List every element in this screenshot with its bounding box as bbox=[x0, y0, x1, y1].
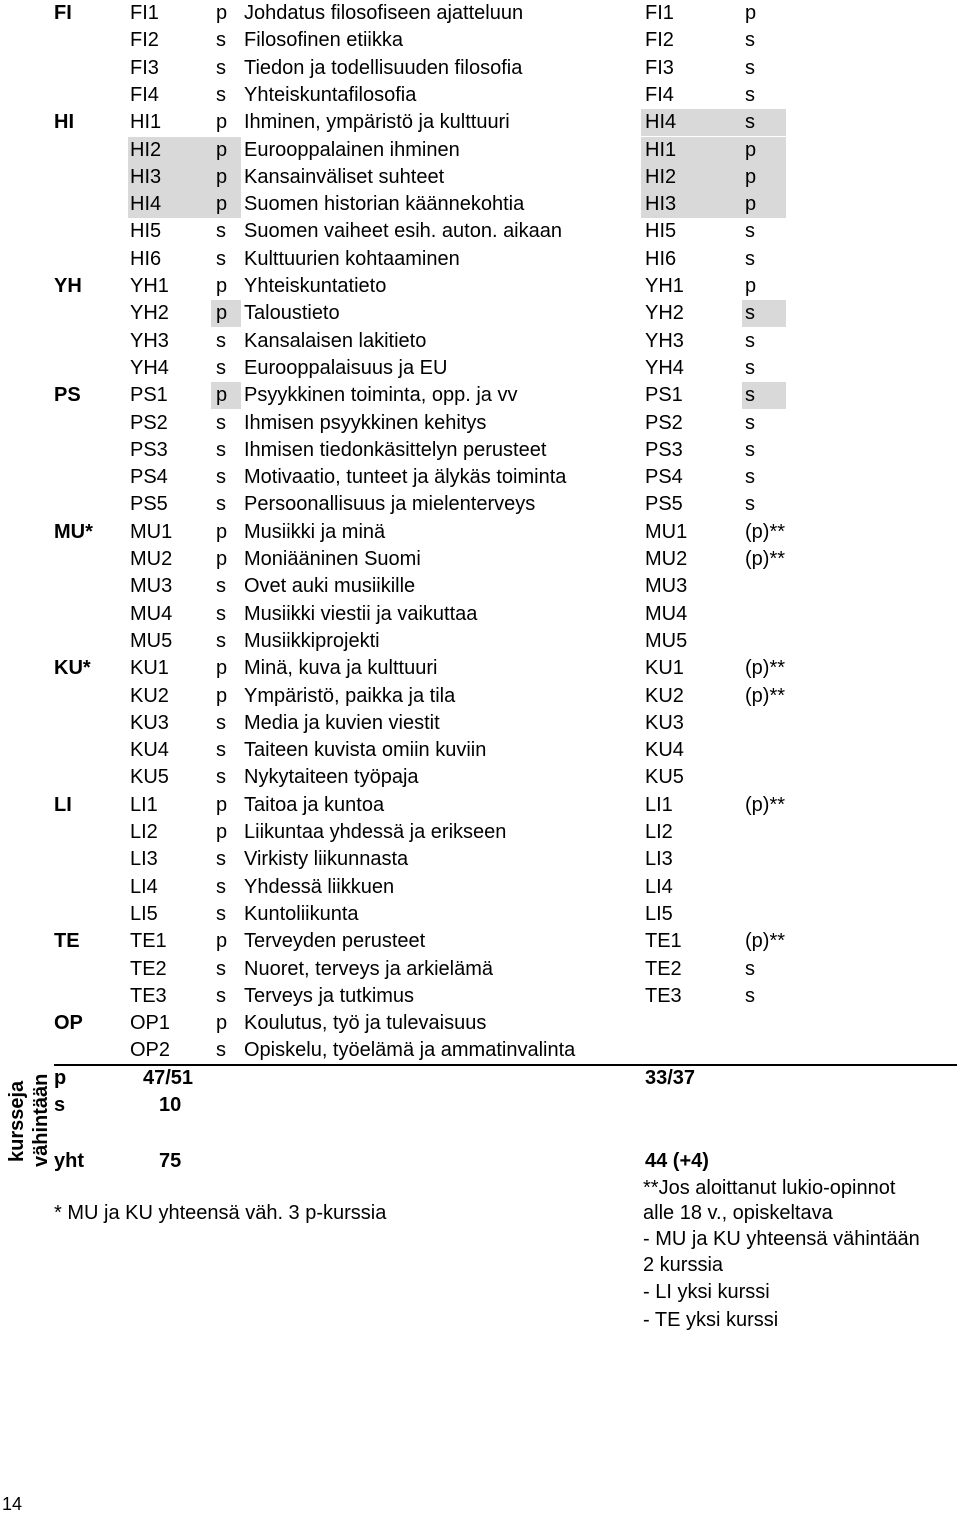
summary-p-label: p bbox=[54, 1067, 67, 1089]
course-type: p bbox=[211, 164, 241, 191]
course-code-alt: KU3 bbox=[645, 711, 684, 734]
course-code-alt: LI3 bbox=[645, 848, 673, 871]
course-name: Ovet auki musiikille bbox=[244, 575, 416, 598]
course-code: FI3 bbox=[130, 56, 159, 79]
course-type-alt: p bbox=[742, 164, 786, 191]
course-code-alt: HI3 bbox=[641, 191, 742, 218]
course-type: s bbox=[216, 356, 226, 379]
course-type-alt: s bbox=[745, 984, 755, 1007]
course-type: s bbox=[216, 875, 226, 898]
table-row bbox=[0, 464, 960, 491]
course-code-alt: HI2 bbox=[641, 164, 742, 191]
course-name: Minä, kuva ja kulttuuri bbox=[244, 657, 438, 680]
table-row bbox=[0, 956, 960, 983]
course-type-alt bbox=[742, 901, 786, 928]
course-code-alt: MU2 bbox=[645, 548, 688, 570]
course-name: Taitoa ja kuntoa bbox=[244, 793, 385, 816]
course-type-alt: (p)** bbox=[745, 657, 786, 680]
course-type-alt bbox=[742, 737, 786, 764]
course-code: PS2 bbox=[130, 411, 168, 434]
table-row bbox=[0, 191, 960, 218]
course-name: Taiteen kuvista omiin kuviin bbox=[244, 739, 487, 762]
course-type: p bbox=[216, 930, 228, 953]
course-name: Terveyden perusteet bbox=[244, 930, 426, 953]
course-code: LI3 bbox=[130, 848, 158, 871]
course-type-alt: s bbox=[745, 957, 755, 980]
course-code-alt: YH2 bbox=[645, 302, 684, 325]
course-name: Musiikki ja minä bbox=[244, 520, 386, 543]
course-code-alt: TE3 bbox=[645, 984, 682, 1007]
course-code: YH1 bbox=[130, 275, 169, 297]
course-name: Ympäristö, paikka ja tila bbox=[244, 684, 456, 707]
course-type: p bbox=[216, 275, 228, 297]
side-label-vahintaan: vähintään bbox=[30, 1073, 52, 1167]
course-name: Opiskelu, työelämä ja ammatinvalinta bbox=[244, 1039, 576, 1062]
course-type-alt: s bbox=[742, 382, 786, 409]
table-row bbox=[0, 55, 960, 82]
footnote-line: - TE yksi kurssi bbox=[643, 1309, 779, 1331]
course-type-alt: s bbox=[745, 220, 755, 243]
subject-label: YH bbox=[54, 275, 82, 297]
course-type: s bbox=[216, 902, 226, 925]
course-name: Ihminen, ympäristö ja kulttuuri bbox=[244, 111, 510, 134]
table-row bbox=[0, 737, 960, 764]
course-code-alt: HI6 bbox=[645, 247, 677, 270]
table-row bbox=[0, 273, 960, 300]
table-row bbox=[0, 410, 960, 437]
course-type-alt: s bbox=[742, 300, 786, 327]
course-name: Yhteiskuntatieto bbox=[244, 275, 387, 297]
course-code: HI5 bbox=[130, 220, 162, 243]
course-code: FI1 bbox=[130, 2, 159, 24]
course-name: Musiikkiprojekti bbox=[244, 629, 380, 652]
course-code: OP1 bbox=[130, 1012, 171, 1035]
course-type-alt bbox=[742, 764, 786, 791]
course-type-alt: (p)** bbox=[745, 548, 786, 570]
course-type-alt: s bbox=[745, 356, 755, 379]
course-code: PS5 bbox=[130, 493, 168, 516]
subject-label: TE bbox=[54, 930, 80, 953]
course-code-alt: YH4 bbox=[645, 356, 684, 379]
course-code-alt: MU5 bbox=[645, 629, 688, 652]
course-name: Eurooppalaisuus ja EU bbox=[244, 356, 448, 379]
course-name: Nykytaiteen työpaja bbox=[244, 766, 419, 789]
course-code-alt: PS1 bbox=[645, 384, 683, 407]
course-name: Motivaatio, tunteet ja älykäs toiminta bbox=[244, 466, 567, 489]
table-row bbox=[0, 382, 960, 409]
course-code: KU3 bbox=[130, 711, 169, 734]
subject-label: OP bbox=[54, 1012, 83, 1035]
table-row bbox=[0, 1010, 960, 1037]
subject-label: FI bbox=[54, 2, 72, 24]
table-row bbox=[0, 1037, 960, 1064]
course-name: Moniääninen Suomi bbox=[244, 548, 421, 570]
course-type: s bbox=[216, 766, 226, 789]
course-type-alt: p bbox=[745, 2, 757, 24]
course-type: p bbox=[216, 548, 228, 570]
course-type-alt: s bbox=[745, 466, 755, 489]
course-code: PS4 bbox=[130, 466, 168, 489]
course-code-alt: YH3 bbox=[645, 329, 684, 352]
course-type-alt bbox=[742, 601, 786, 628]
course-type: p bbox=[216, 1012, 228, 1035]
course-code-alt: FI1 bbox=[645, 2, 674, 24]
course-type: s bbox=[216, 957, 226, 980]
course-type-alt: (p)** bbox=[745, 930, 786, 953]
course-name: Nuoret, terveys ja arkielämä bbox=[244, 957, 493, 980]
subject-label: MU* bbox=[54, 520, 93, 543]
course-code-alt: FI2 bbox=[645, 29, 674, 52]
course-type: p bbox=[216, 111, 228, 134]
course-type-alt: p bbox=[742, 191, 786, 218]
course-code: FI4 bbox=[130, 83, 159, 106]
course-name: Johdatus filosofiseen ajatteluun bbox=[244, 2, 524, 24]
table-row bbox=[0, 683, 960, 710]
course-type: s bbox=[216, 29, 226, 52]
subject-label: KU* bbox=[54, 657, 91, 680]
course-type: p bbox=[216, 821, 228, 843]
course-name: Ihmisen tiedonkäsittelyn perusteet bbox=[244, 438, 547, 461]
table-row bbox=[0, 137, 960, 164]
table-row bbox=[0, 874, 960, 901]
table-row bbox=[0, 164, 960, 191]
course-code-alt: KU4 bbox=[645, 739, 684, 762]
course-type: p bbox=[216, 520, 228, 543]
course-code-alt: MU1 bbox=[645, 520, 688, 543]
table-row bbox=[0, 218, 960, 245]
table-row bbox=[0, 601, 960, 628]
table-row bbox=[0, 109, 960, 136]
table-row bbox=[0, 0, 960, 27]
course-name: Filosofinen etiikka bbox=[244, 29, 403, 52]
course-code: TE3 bbox=[130, 984, 167, 1007]
course-type-alt: p bbox=[742, 137, 786, 164]
table-row bbox=[0, 437, 960, 464]
course-code: LI4 bbox=[130, 875, 158, 898]
course-name: Virkisty liikunnasta bbox=[244, 848, 409, 871]
table-row bbox=[0, 901, 960, 928]
course-type: s bbox=[216, 56, 226, 79]
course-name: Yhteiskuntafilosofia bbox=[244, 83, 417, 106]
course-code: MU4 bbox=[130, 602, 173, 625]
course-type: p bbox=[216, 793, 228, 816]
course-type-alt bbox=[742, 1037, 786, 1064]
course-code-alt: KU5 bbox=[645, 766, 684, 789]
table-row bbox=[0, 300, 960, 327]
summary-total-value-alt: 44 (+4) bbox=[645, 1150, 709, 1172]
course-type-alt bbox=[742, 710, 786, 737]
table-row bbox=[0, 355, 960, 382]
course-code: HI6 bbox=[130, 247, 162, 270]
course-type: p bbox=[211, 382, 241, 409]
course-code-alt: PS5 bbox=[645, 493, 683, 516]
course-type: s bbox=[216, 466, 226, 489]
course-code-alt: LI5 bbox=[645, 902, 673, 925]
course-code: KU2 bbox=[130, 684, 169, 707]
course-type-alt: (p)** bbox=[745, 793, 786, 816]
course-type-alt bbox=[742, 874, 786, 901]
course-code-alt: HI5 bbox=[645, 220, 677, 243]
table-row bbox=[0, 546, 960, 573]
summary-p-value-alt: 33/37 bbox=[645, 1067, 696, 1089]
course-type-alt: s bbox=[745, 29, 755, 52]
course-type: p bbox=[216, 657, 228, 680]
table-row bbox=[0, 983, 960, 1010]
course-type: s bbox=[216, 575, 226, 598]
course-name: Terveys ja tutkimus bbox=[244, 984, 415, 1007]
table-row bbox=[0, 819, 960, 846]
course-code-alt: LI2 bbox=[645, 821, 673, 843]
course-type: p bbox=[216, 2, 228, 24]
course-code-alt: PS3 bbox=[645, 438, 683, 461]
course-code: HI1 bbox=[130, 111, 162, 134]
course-name: Ihmisen psyykkinen kehitys bbox=[244, 411, 487, 434]
course-name: Taloustieto bbox=[244, 302, 340, 325]
course-type: s bbox=[216, 984, 226, 1007]
footnote-line: 2 kurssia bbox=[643, 1254, 724, 1276]
course-type: s bbox=[216, 411, 226, 434]
subject-label: HI bbox=[54, 111, 74, 134]
course-type-alt: s bbox=[745, 56, 755, 79]
subject-label: LI bbox=[54, 793, 72, 816]
summary-p-value: 47/51 bbox=[143, 1067, 194, 1089]
table-row bbox=[0, 328, 960, 355]
course-type: p bbox=[211, 191, 241, 218]
course-type: s bbox=[216, 711, 226, 734]
table-row bbox=[0, 519, 960, 546]
course-name: Suomen historian käännekohtia bbox=[244, 193, 525, 216]
course-type-alt: s bbox=[745, 83, 755, 106]
course-code-alt: PS2 bbox=[645, 411, 683, 434]
table-row bbox=[0, 846, 960, 873]
course-type: s bbox=[216, 438, 226, 461]
course-type-alt: p bbox=[745, 275, 757, 297]
course-type-alt bbox=[742, 628, 786, 655]
course-code-alt: KU2 bbox=[645, 684, 684, 707]
course-code-alt: HI1 bbox=[641, 137, 742, 164]
summary-s-label: s bbox=[54, 1094, 66, 1116]
course-code-alt: YH1 bbox=[645, 275, 684, 297]
course-type: s bbox=[216, 493, 226, 516]
course-code: OP2 bbox=[130, 1039, 171, 1062]
course-code-alt: MU4 bbox=[645, 602, 688, 625]
course-code: MU5 bbox=[130, 629, 173, 652]
table-row bbox=[0, 628, 960, 655]
course-name: Persoonallisuus ja mielenterveys bbox=[244, 493, 536, 516]
table-row bbox=[0, 792, 960, 819]
course-type: s bbox=[216, 329, 226, 352]
course-code: PS1 bbox=[130, 384, 168, 407]
course-code: FI2 bbox=[130, 29, 159, 52]
course-type: p bbox=[216, 684, 228, 707]
course-type-alt bbox=[742, 1010, 786, 1037]
table-row bbox=[0, 491, 960, 518]
course-code-alt bbox=[641, 1010, 742, 1037]
course-type: s bbox=[216, 848, 226, 871]
summary-total-value: 75 bbox=[159, 1150, 182, 1172]
course-code-alt: TE2 bbox=[645, 957, 682, 980]
course-type-alt: s bbox=[745, 329, 755, 352]
course-name: Liikuntaa yhdessä ja erikseen bbox=[244, 821, 507, 843]
course-code: MU1 bbox=[130, 520, 173, 543]
course-type: p bbox=[211, 137, 241, 164]
course-type-alt bbox=[742, 846, 786, 873]
course-name: Eurooppalainen ihminen bbox=[244, 138, 460, 161]
course-name: Kansainväliset suhteet bbox=[244, 165, 445, 188]
course-name: Kuntoliikunta bbox=[244, 902, 359, 925]
table-row bbox=[0, 710, 960, 737]
course-code: HI4 bbox=[128, 191, 211, 218]
course-type: s bbox=[216, 739, 226, 762]
course-type-alt: s bbox=[745, 493, 755, 516]
course-code: YH3 bbox=[130, 329, 169, 352]
course-code: MU3 bbox=[130, 575, 173, 598]
footnote-line: - MU ja KU yhteensä vähintään bbox=[643, 1228, 920, 1250]
footnote-line: **Jos aloittanut lukio-opinnot bbox=[643, 1177, 896, 1199]
subject-label: PS bbox=[54, 384, 81, 407]
course-name: Yhdessä liikkuen bbox=[244, 875, 395, 898]
course-code-alt: FI4 bbox=[645, 83, 674, 106]
summary-total-label: yht bbox=[54, 1150, 84, 1172]
course-code-alt: HI4 bbox=[641, 109, 742, 136]
course-code: PS3 bbox=[130, 438, 168, 461]
course-type: s bbox=[216, 602, 226, 625]
table-row bbox=[0, 246, 960, 273]
course-code: HI2 bbox=[128, 137, 211, 164]
course-type: s bbox=[216, 220, 226, 243]
course-code-alt: FI3 bbox=[645, 56, 674, 79]
course-name: Musiikki viestii ja vaikuttaa bbox=[244, 602, 478, 625]
course-code: KU4 bbox=[130, 739, 169, 762]
footnote-line: - LI yksi kurssi bbox=[643, 1281, 770, 1303]
course-code: TE1 bbox=[130, 930, 167, 953]
course-type-alt: s bbox=[745, 247, 755, 270]
footnote-mu-ku: * MU ja KU yhteensä väh. 3 p-kurssia bbox=[54, 1202, 387, 1224]
course-code: TE2 bbox=[130, 957, 167, 980]
table-row bbox=[0, 928, 960, 955]
course-name: Tiedon ja todellisuuden filosofia bbox=[244, 56, 523, 79]
course-type: s bbox=[216, 1039, 226, 1062]
course-code: HI3 bbox=[128, 164, 211, 191]
course-code-alt: TE1 bbox=[645, 930, 682, 953]
course-code-alt: LI4 bbox=[645, 875, 673, 898]
course-type: p bbox=[211, 300, 241, 327]
table-row bbox=[0, 764, 960, 791]
course-code-alt bbox=[641, 1037, 742, 1064]
course-type-alt: s bbox=[745, 411, 755, 434]
course-code: YH2 bbox=[130, 302, 169, 325]
course-code: LI1 bbox=[130, 793, 158, 816]
course-type-alt: (p)** bbox=[745, 684, 786, 707]
course-type: s bbox=[216, 83, 226, 106]
course-type-alt: (p)** bbox=[745, 520, 786, 543]
course-code-alt: KU1 bbox=[645, 657, 684, 680]
course-name: Kansalaisen lakitieto bbox=[244, 329, 427, 352]
course-type-alt: s bbox=[745, 438, 755, 461]
course-name: Media ja kuvien viestit bbox=[244, 711, 440, 734]
table-row bbox=[0, 655, 960, 682]
course-name: Suomen vaiheet esih. auton. aikaan bbox=[244, 220, 562, 243]
footnote-line: alle 18 v., opiskeltava bbox=[643, 1202, 833, 1224]
side-label-kursseja: kursseja bbox=[6, 1080, 28, 1162]
course-code-alt: PS4 bbox=[645, 466, 683, 489]
course-code: MU2 bbox=[130, 548, 173, 570]
summary-s-value: 10 bbox=[159, 1094, 182, 1116]
table-row bbox=[0, 573, 960, 600]
table-row bbox=[0, 82, 960, 109]
course-name: Psyykkinen toiminta, opp. ja vv bbox=[244, 384, 518, 407]
course-code: LI5 bbox=[130, 902, 158, 925]
course-code: KU1 bbox=[130, 657, 169, 680]
course-code: LI2 bbox=[130, 821, 158, 843]
course-type-alt bbox=[742, 573, 786, 600]
course-type-alt bbox=[742, 819, 786, 846]
course-type: s bbox=[216, 629, 226, 652]
course-code-alt: MU3 bbox=[645, 575, 688, 598]
course-code-alt: LI1 bbox=[645, 793, 673, 816]
course-code: KU5 bbox=[130, 766, 169, 789]
course-type: s bbox=[216, 247, 226, 270]
table-row bbox=[0, 27, 960, 54]
page-number: 14 bbox=[2, 1494, 23, 1514]
course-code: YH4 bbox=[130, 356, 169, 379]
course-name: Koulutus, työ ja tulevaisuus bbox=[244, 1012, 487, 1035]
course-name: Kulttuurien kohtaaminen bbox=[244, 247, 460, 270]
course-type-alt: s bbox=[742, 109, 786, 136]
